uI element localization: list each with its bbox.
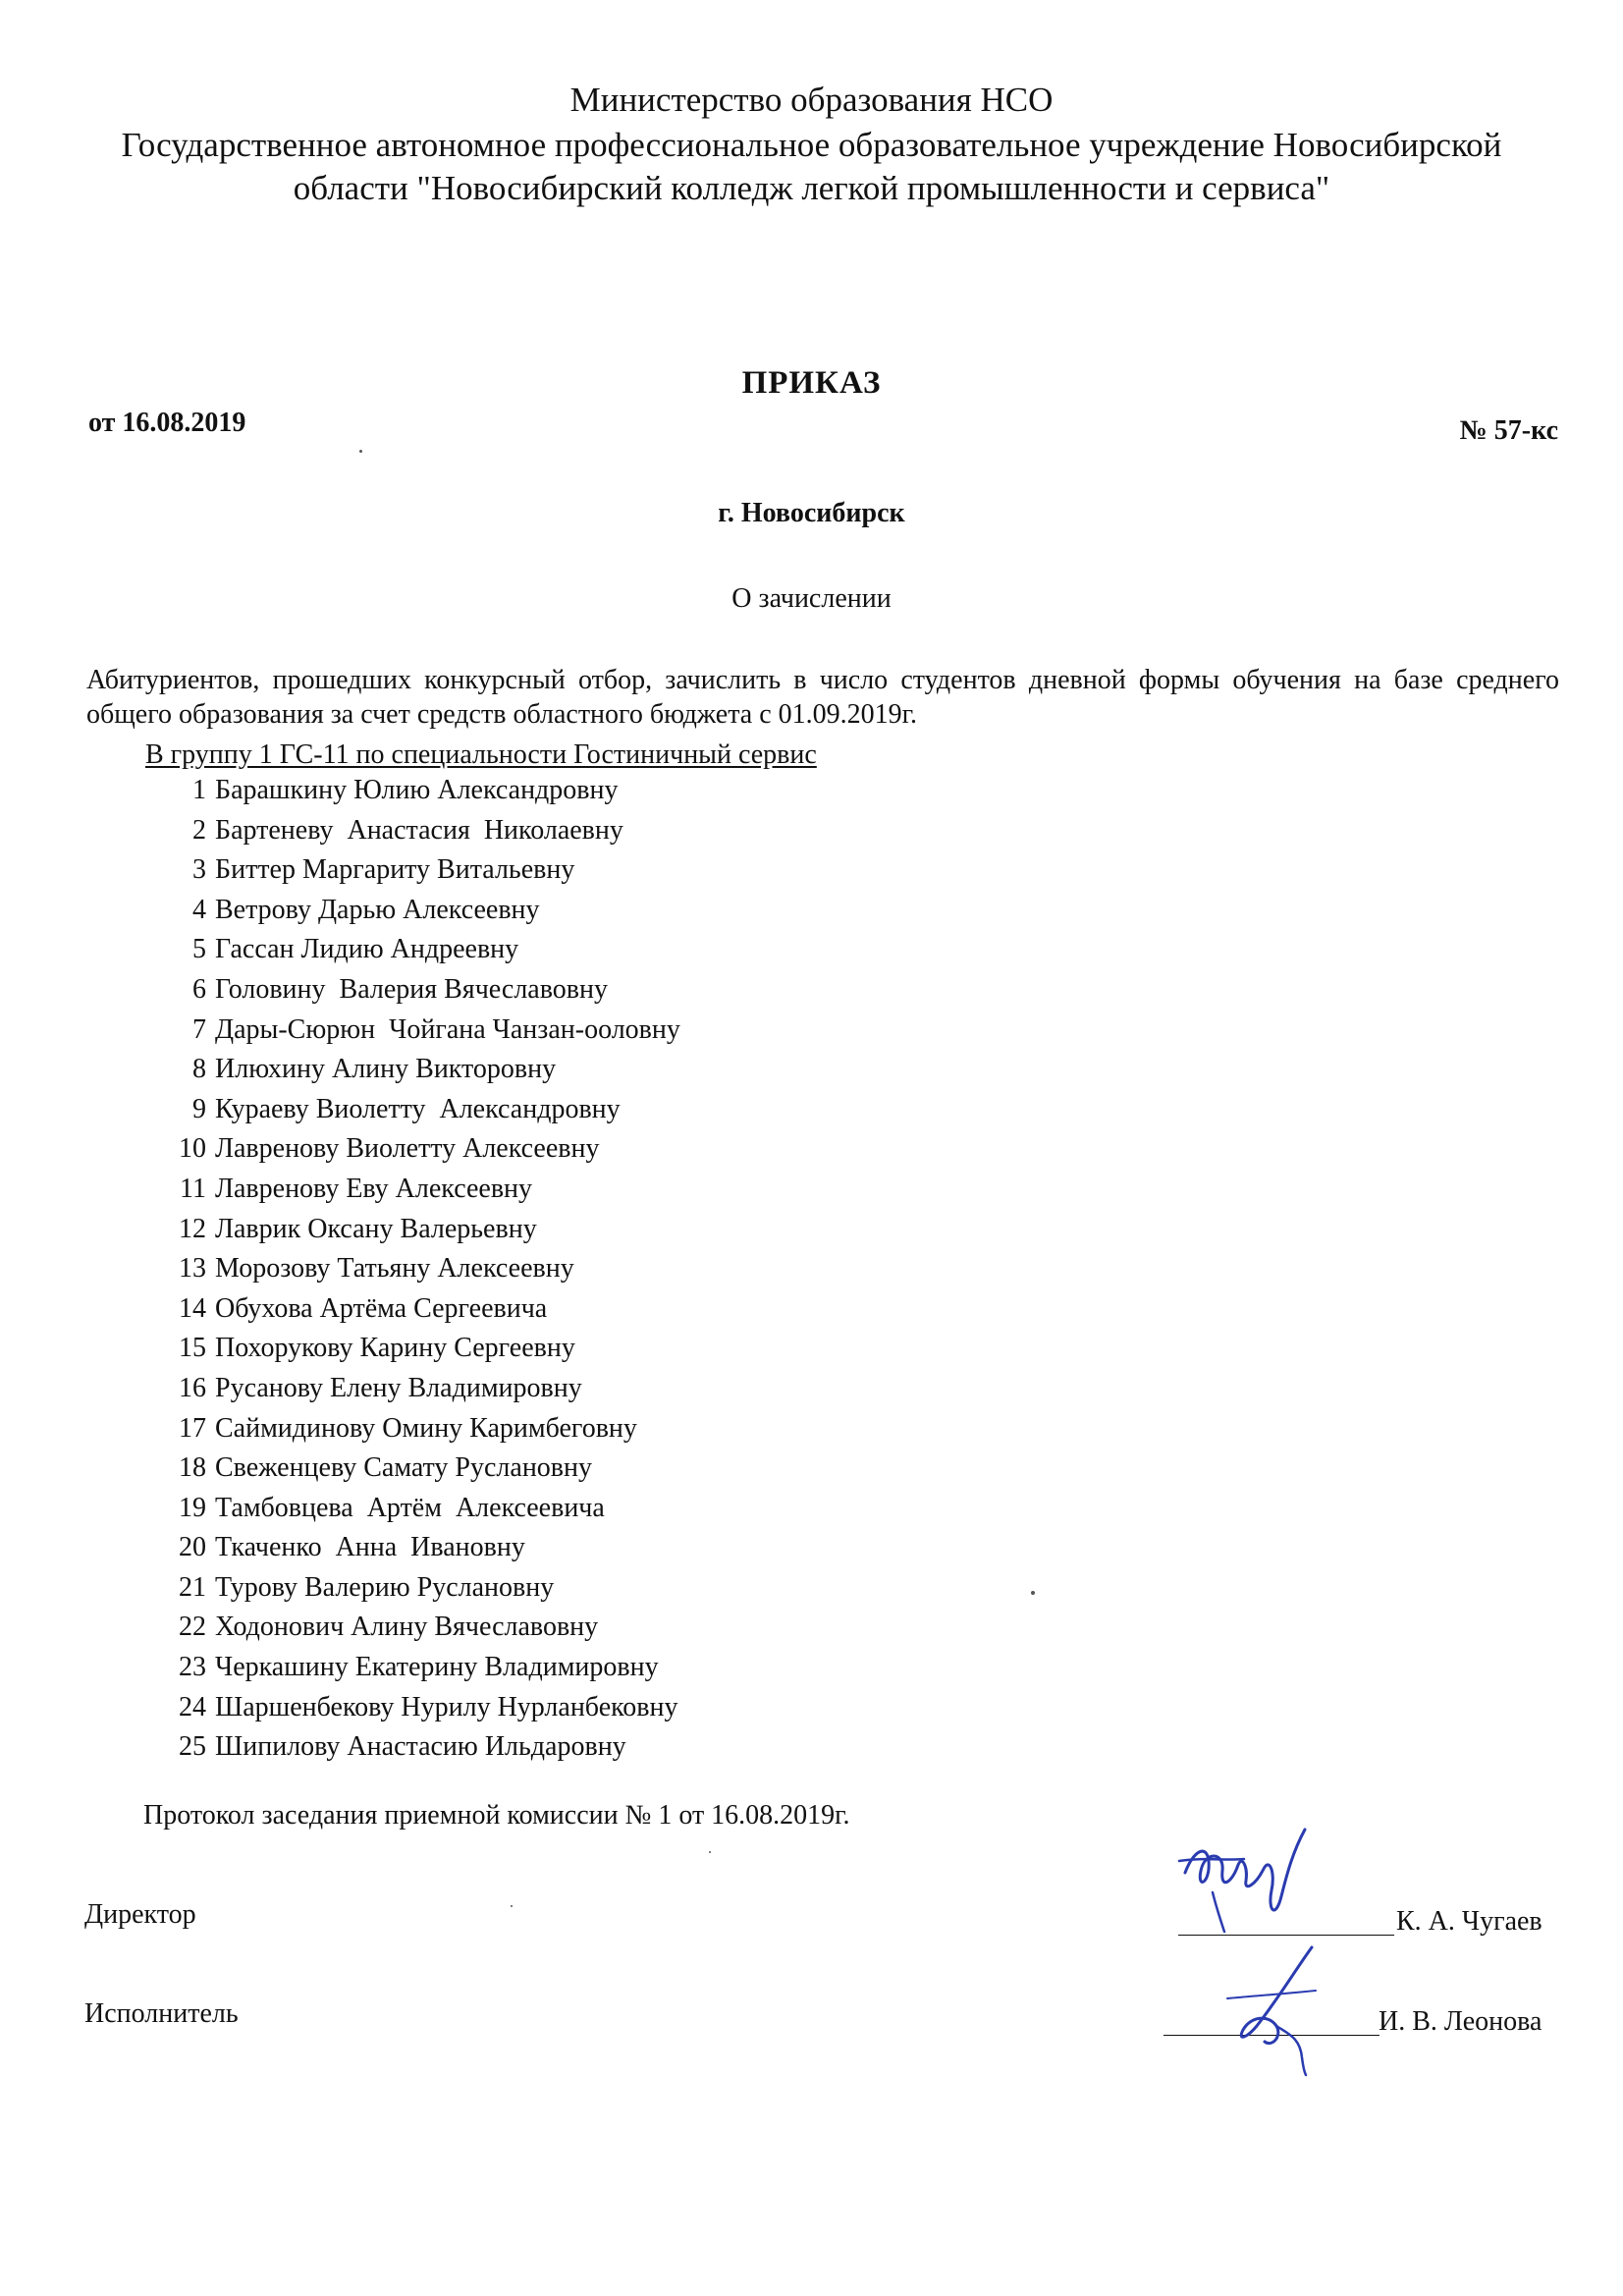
student-list-item	[157, 1648, 680, 1688]
student-name: Лавренову Еву Алексеевну	[215, 1173, 533, 1204]
student-number: 17	[179, 1412, 206, 1444]
student-list-item	[157, 1329, 680, 1369]
student-number: 6	[192, 973, 206, 1005]
scan-speck	[1031, 1591, 1035, 1595]
student-name: Саймидинову Омину Каримбеговну	[215, 1412, 637, 1444]
institution-name-line-1: Государственное автономное профессиональное образовательное учреждение Новосибирской	[121, 126, 1502, 164]
student-list-item	[157, 1090, 680, 1130]
student-number: 21	[179, 1571, 206, 1603]
order-intro-paragraph: Абитуриентов, прошедших конкурсный отбор, зачислить в число студентов дневной формы обучения на базе среднего общего образования за счет средств областного бюджета с 01.09.2019г.	[86, 665, 1559, 730]
student-list-item	[157, 1568, 680, 1609]
student-name: Дары-Сюрюн Чойгана Чанзан-ооловну	[215, 1013, 680, 1045]
student-name: Кураеву Виолетту Александровну	[215, 1093, 621, 1124]
student-list-item	[157, 1050, 680, 1090]
student-list-item	[157, 1528, 680, 1568]
executor-role: Исполнитель	[84, 1998, 239, 2029]
student-name: Морозову Татьяну Алексеевну	[215, 1253, 574, 1285]
student-name: Ткаченко Анна Ивановну	[215, 1532, 525, 1563]
student-list-item	[157, 1608, 680, 1648]
student-number: 18	[179, 1452, 206, 1484]
student-number: 1	[192, 775, 206, 805]
student-list-item	[157, 891, 680, 931]
order-city: г. Новосибирск	[718, 498, 905, 528]
student-list-item	[157, 850, 680, 891]
student-name: Лаврик Оксану Валерьевну	[215, 1213, 537, 1244]
student-number: 24	[179, 1691, 206, 1722]
group-heading: В группу 1 ГС-11 по специальности Гостиничный сервис	[145, 739, 817, 770]
student-list-item	[157, 811, 680, 851]
student-number: 5	[192, 934, 206, 965]
protocol-reference: Протокол заседания приемной комиссии № 1 от 16.08.2019г.	[143, 1800, 850, 1831]
ministry-name: Министерство образования НСО	[569, 81, 1054, 119]
order-date: от 16.08.2019	[88, 408, 246, 438]
order-subject: О зачислении	[731, 583, 892, 614]
student-name: Ветрову Дарью Алексеевну	[215, 894, 540, 925]
student-list-item	[157, 1011, 680, 1051]
student-list-item	[157, 1129, 680, 1170]
student-list-item	[157, 1289, 680, 1330]
student-list-item	[157, 1210, 680, 1250]
student-name: Илюхину Алину Викторовну	[215, 1054, 557, 1085]
student-name: Ходонович Алину Вячеславовну	[215, 1612, 599, 1643]
student-number: 19	[179, 1492, 206, 1523]
student-name: Обухова Артёма Сергеевича	[215, 1292, 548, 1324]
student-list-item	[157, 1449, 680, 1489]
student-number: 13	[179, 1253, 206, 1285]
student-name: Лавренову Виолетту Алексеевну	[215, 1133, 600, 1165]
student-list-item	[157, 1409, 680, 1449]
student-name: Свеженцеву Самату Руслановну	[215, 1452, 593, 1484]
executor-signature	[1217, 1940, 1345, 2077]
student-name: Шипилову Анастасию Ильдаровну	[215, 1731, 626, 1763]
scan-speck	[709, 1851, 711, 1853]
director-name: К. А. Чугаев	[1396, 1906, 1542, 1937]
student-number: 15	[179, 1333, 206, 1364]
student-number: 9	[192, 1093, 206, 1124]
student-name: Шаршенбекову Нурилу Нурланбековну	[215, 1691, 678, 1722]
student-number: 14	[179, 1292, 206, 1324]
student-number: 23	[179, 1652, 206, 1683]
student-list	[157, 771, 680, 1768]
student-list-item	[157, 930, 680, 970]
order-number: № 57-кс	[1459, 415, 1558, 446]
student-list-item	[157, 771, 680, 811]
student-list-item	[157, 1727, 680, 1768]
student-name: Барашкину Юлию Александровну	[215, 775, 619, 805]
student-number: 25	[179, 1731, 206, 1763]
student-number: 12	[179, 1213, 206, 1244]
student-list-item	[157, 1369, 680, 1409]
student-name: Головину Валерия Вячеславовну	[215, 973, 608, 1005]
scan-speck	[359, 450, 362, 453]
student-number: 22	[179, 1612, 206, 1643]
director-role: Директор	[84, 1899, 196, 1930]
order-title: ПРИКАЗ	[741, 365, 882, 401]
executor-name: И. В. Леонова	[1379, 2006, 1542, 2037]
student-name: Гассан Лидию Андреевну	[215, 934, 519, 965]
student-number: 7	[192, 1013, 206, 1045]
student-number: 8	[192, 1054, 206, 1085]
student-name: Турову Валерию Руслановну	[215, 1571, 555, 1603]
student-name: Тамбовцева Артём Алексеевича	[215, 1492, 605, 1523]
student-name: Похорукову Карину Сергеевну	[215, 1333, 575, 1364]
student-name: Русанову Елену Владимировну	[215, 1372, 582, 1403]
student-number: 20	[179, 1532, 206, 1563]
student-number: 10	[179, 1133, 206, 1165]
student-list-item	[157, 1170, 680, 1210]
student-name: Биттер Маргариту Витальевну	[215, 854, 575, 886]
student-list-item	[157, 1489, 680, 1529]
student-number: 4	[192, 894, 206, 925]
student-number: 16	[179, 1372, 206, 1403]
student-list-item	[157, 970, 680, 1011]
director-signature	[1173, 1822, 1321, 1940]
student-list-item	[157, 1688, 680, 1728]
student-number: 2	[192, 814, 206, 846]
student-name: Черкашину Екатерину Владимировну	[215, 1652, 659, 1683]
scan-speck	[511, 1905, 513, 1907]
student-number: 3	[192, 854, 206, 886]
institution-name-line-2: области "Новосибирский колледж легкой промышленности и сервиса"	[293, 169, 1330, 207]
student-list-item	[157, 1249, 680, 1289]
student-name: Бартеневу Анастасия Николаевну	[215, 814, 623, 846]
student-number: 11	[180, 1173, 206, 1204]
